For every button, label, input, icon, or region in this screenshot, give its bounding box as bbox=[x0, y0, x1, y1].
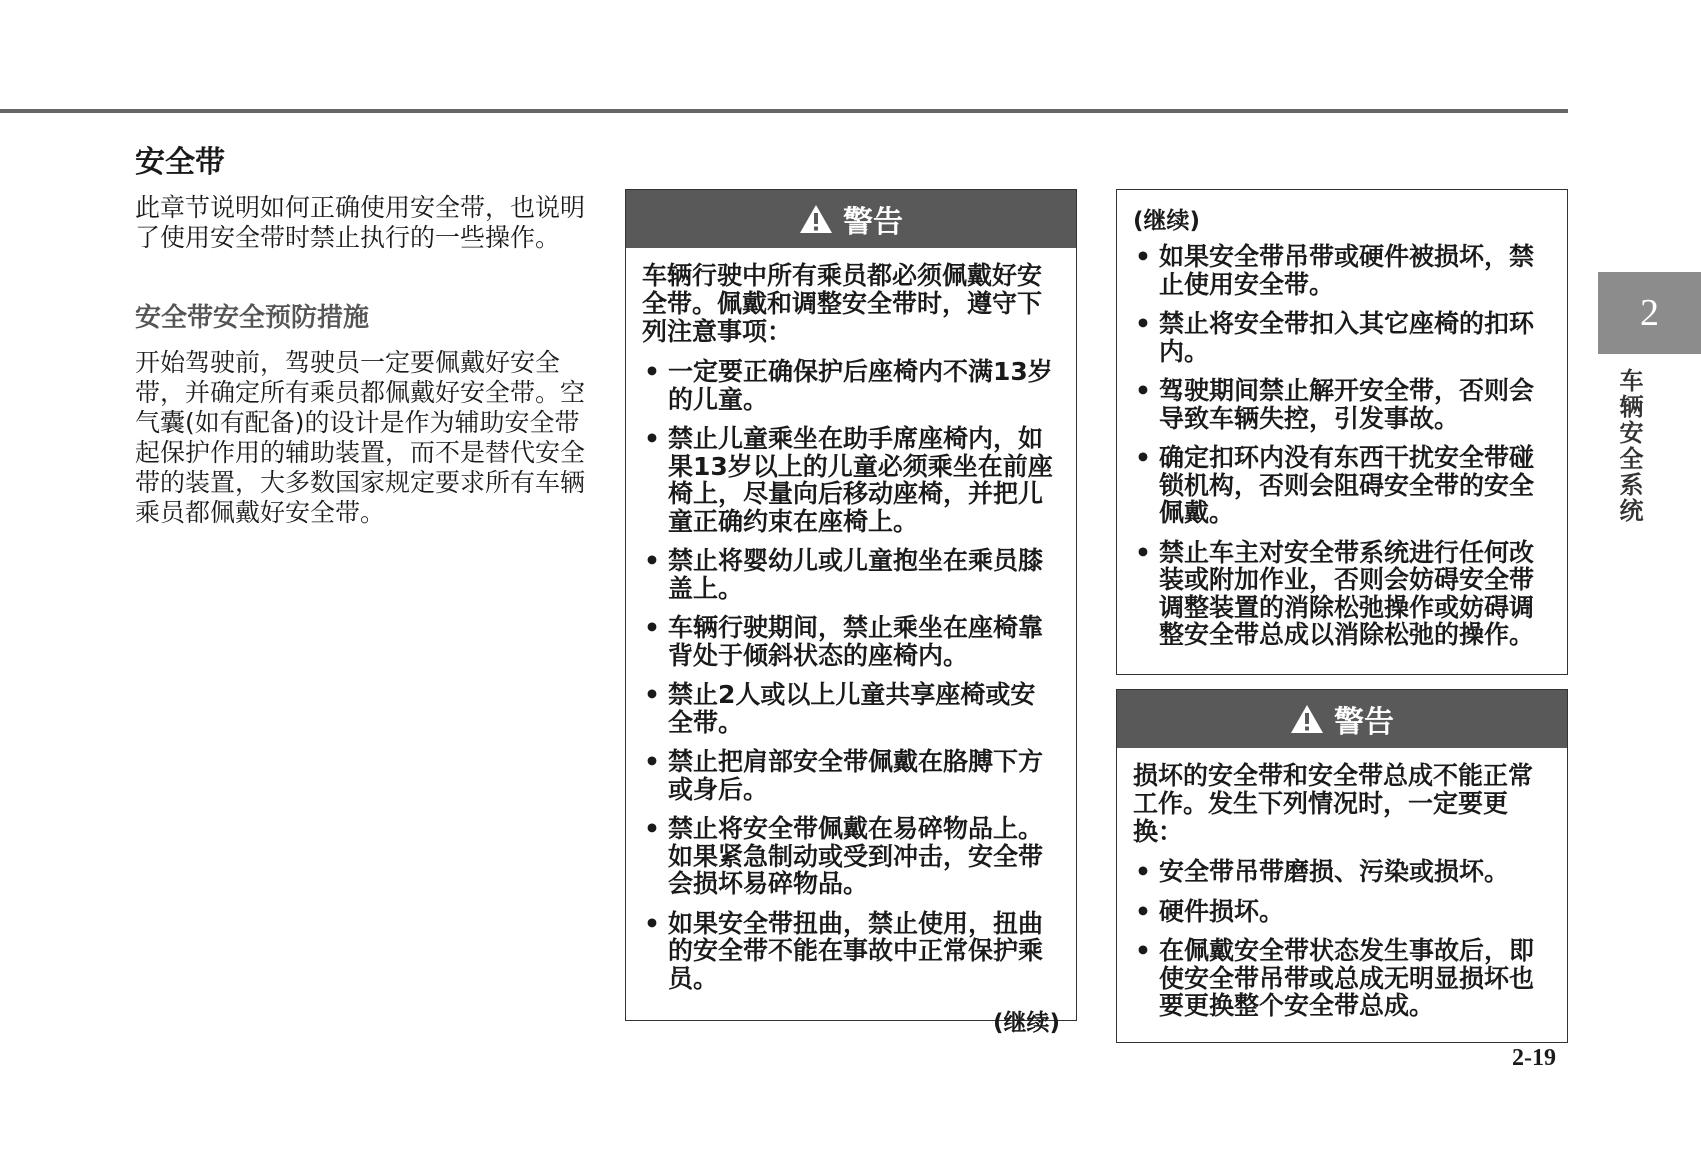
section-body: 开始驾驶前，驾驶员一定要佩戴好安全带，并确定所有乘员都佩戴好安全带。空气囊(如有配备)的设计是作为辅助安全带起保护作用的辅助装置，而不是替代安全带的装置，大多数国家规定要求所有车辆乘员都佩戴好安全带。 bbox=[135, 348, 586, 528]
chapter-label: 车辆安全系统 bbox=[1615, 368, 1643, 524]
list-item: • 禁止车主对安全带系统进行任何改装或附加作业，否则会妨碍安全带调整装置的消除松弛操作或妨碍调整安全带总成以消除松弛的操作。 bbox=[1133, 539, 1551, 649]
warning-header-label: 警告 bbox=[843, 205, 903, 240]
left-column bbox=[135, 145, 585, 528]
warning-header bbox=[626, 190, 1076, 248]
list-item: • 硬件损坏。 bbox=[1133, 898, 1551, 926]
warning-box-1 bbox=[625, 189, 1077, 1036]
warning-list bbox=[1133, 243, 1551, 649]
continued-label: (继续) bbox=[992, 1010, 1060, 1036]
warning-triangle-icon bbox=[1290, 704, 1324, 734]
list-item: • 一定要正确保护后座椅内不满13岁的儿童。 bbox=[642, 358, 1060, 413]
page-number: 2-19 bbox=[1512, 1045, 1556, 1071]
warning-header-label: 警告 bbox=[1334, 705, 1394, 740]
warning-list bbox=[1133, 858, 1551, 1020]
list-item: • 禁止2人或以上儿童共享座椅或安全带。 bbox=[642, 681, 1060, 736]
warning-intro: 损坏的安全带和安全带总成不能正常工作。发生下列情况时，一定要更换： bbox=[1133, 761, 1534, 846]
list-item: • 禁止把肩部安全带佩戴在胳膊下方或身后。 bbox=[642, 748, 1060, 803]
list-item: • 如果安全带吊带或硬件被损坏，禁止使用安全带。 bbox=[1133, 243, 1551, 298]
continued-label: (继续) bbox=[1133, 208, 1201, 234]
list-item: • 驾驶期间禁止解开安全带，否则会导致车辆失控，引发事故。 bbox=[1133, 377, 1551, 432]
list-item: • 禁止将安全带佩戴在易碎物品上。如果紧急制动或受到冲击，安全带会损坏易碎物品。 bbox=[642, 815, 1060, 898]
warning-list bbox=[642, 358, 1060, 992]
chapter-number: 2 bbox=[1640, 292, 1659, 334]
list-item: • 禁止儿童乘坐在助手席座椅内，如果13岁以上的儿童必须乘坐在前座椅上，尽量向后移动座椅，并把儿童正确约束在座椅上。 bbox=[642, 425, 1060, 535]
list-item: • 禁止将安全带扣入其它座椅的扣环内。 bbox=[1133, 310, 1551, 365]
warning-box-2 bbox=[1116, 689, 1568, 1043]
list-item: • 禁止将婴幼儿或儿童抱坐在乘员膝盖上。 bbox=[642, 547, 1060, 602]
section-title: 安全带 bbox=[135, 145, 225, 180]
top-divider bbox=[0, 109, 1568, 113]
warning-header bbox=[1117, 690, 1567, 748]
warning-triangle-icon bbox=[799, 204, 833, 234]
section-subtitle: 安全带安全预防措施 bbox=[135, 303, 370, 333]
chapter-tab bbox=[1598, 272, 1701, 354]
warning-box-continued bbox=[1116, 189, 1568, 675]
list-item: • 安全带吊带磨损、污染或损坏。 bbox=[1133, 858, 1551, 886]
section-intro: 此章节说明如何正确使用安全带，也说明了使用安全带时禁止执行的一些操作。 bbox=[135, 193, 586, 252]
list-item: • 如果安全带扭曲，禁止使用，扭曲的安全带不能在事故中正常保护乘员。 bbox=[642, 910, 1060, 993]
list-item: • 确定扣环内没有东西干扰安全带碰锁机构，否则会阻碍安全带的安全佩戴。 bbox=[1133, 444, 1551, 527]
list-item: • 在佩戴安全带状态发生事故后，即使安全带吊带或总成无明显损坏也要更换整个安全带总成。 bbox=[1133, 937, 1551, 1020]
list-item: • 车辆行驶期间，禁止乘坐在座椅靠背处于倾斜状态的座椅内。 bbox=[642, 614, 1060, 669]
warning-intro: 车辆行驶中所有乘员都必须佩戴好安全带。佩戴和调整安全带时，遵守下列注意事项： bbox=[642, 261, 1043, 346]
